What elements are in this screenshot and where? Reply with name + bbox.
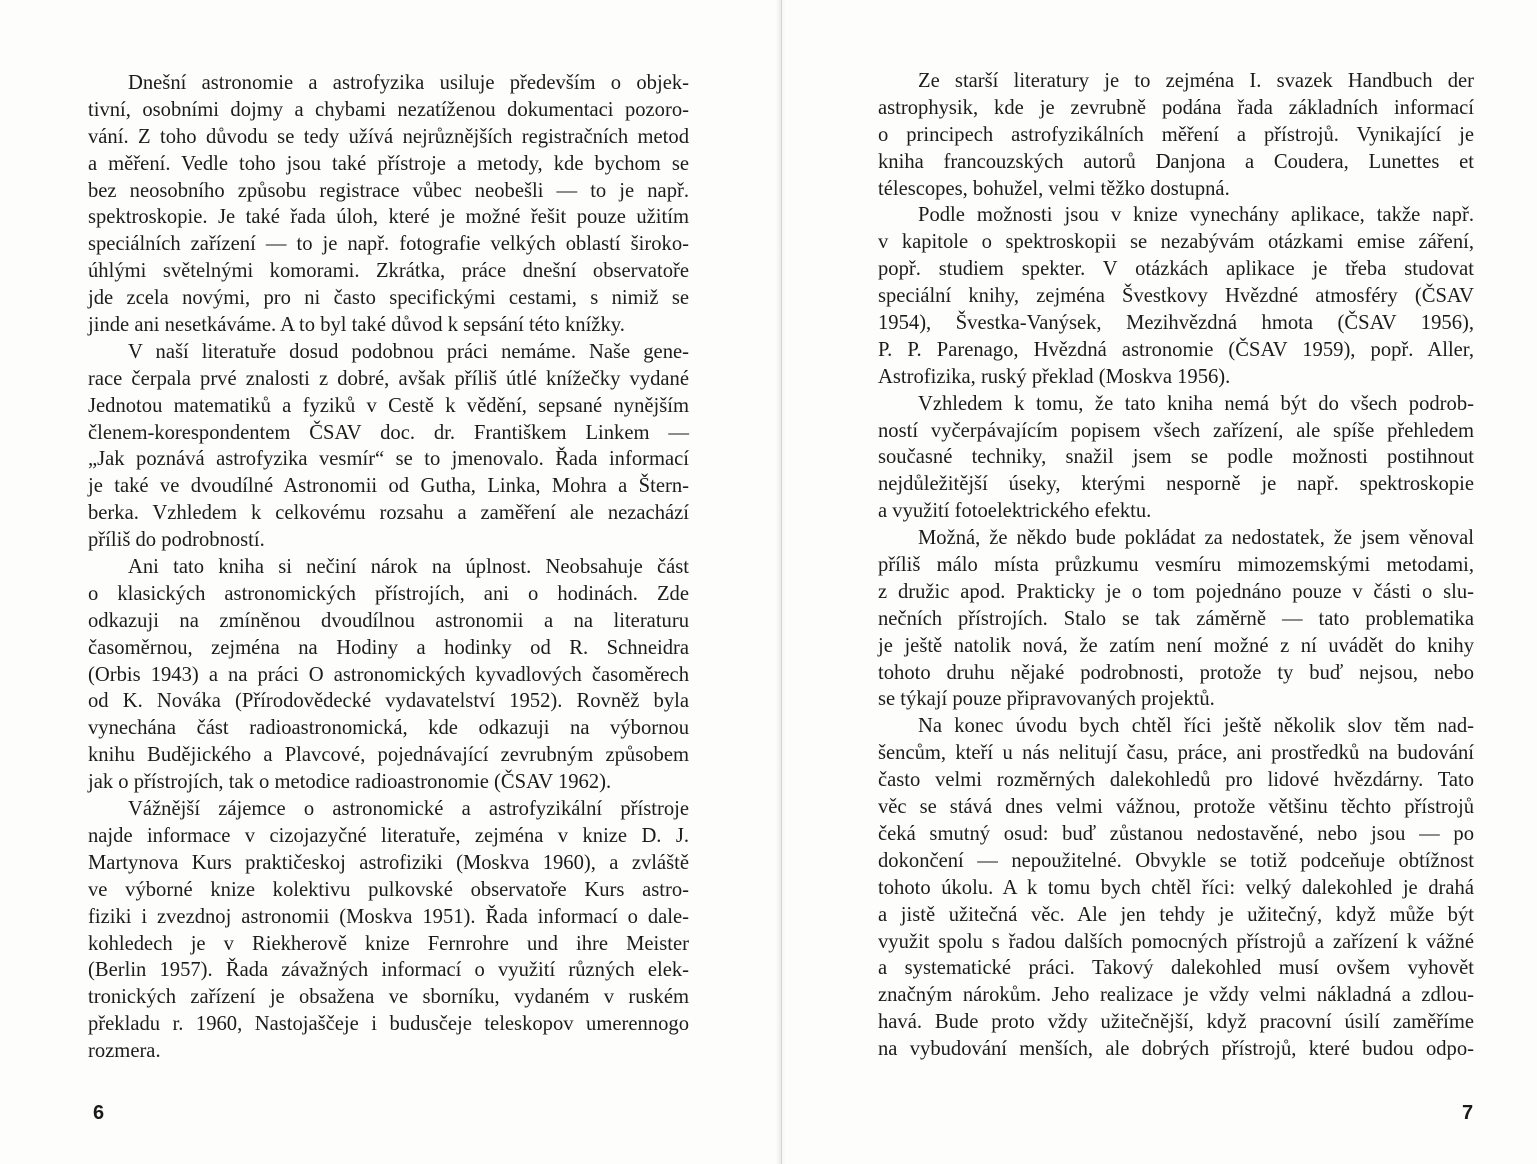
- text-line: jak o přístrojích, tak o metodice radioastronomie (ČSAV 1962).: [88, 771, 612, 794]
- text-line: kohledech je v Riekherově knize Fernrohre und ihre Meister: [88, 932, 689, 955]
- text-line: a jistě užitečná věc. Ale jen tehdy je užitečný, když může být: [878, 903, 1474, 926]
- text-line: P. P. Parenago, Hvězdná astronomie (ČSAV 1959), popř. Aller,: [878, 338, 1474, 361]
- text-line: ností vyčerpávajícím popisem všech zařízení, ale spíše přehledem: [878, 419, 1474, 442]
- text-line: využit spolu s řadou dalších pomocných přístrojů a zařízení k vážné: [878, 930, 1474, 953]
- text-line: bez neosobního způsobu registrace vůbec neobešli — to je např.: [88, 179, 689, 202]
- text-line: Podle možnosti jsou v knize vynechány aplikace, takže např.: [918, 204, 1474, 227]
- text-line: tivní, osobními dojmy a chybami nezatíženou dokumentaci pozoro-: [88, 98, 689, 121]
- text-line: na vybudování menších, ale dobrých přístrojů, které budou odpo-: [878, 1038, 1474, 1061]
- text-line: Dnešní astronomie a astrofyzika usiluje především o objek-: [128, 72, 689, 94]
- text-line: jde zcela novými, pro ni často specifickými cestami, s nimiž se: [88, 287, 689, 310]
- right-page: [786, 0, 1537, 1164]
- text-line: je ještě natolik nová, že zatím není možné z ní uvádět do knihy: [878, 634, 1474, 657]
- text-line: odkazuji na zmíněnou dvoudílnou astronomii a na literaturu: [88, 609, 689, 632]
- text-line: je také ve dvoudílné Astronomii od Gutha, Linka, Mohra a Štern-: [88, 475, 689, 498]
- text-line: V naší literatuře dosud podobnou práci nemáme. Naše gene-: [128, 340, 689, 363]
- text-line: Možná, že někdo bude pokládat za nedostatek, že jsem věnoval: [918, 527, 1474, 550]
- text-line: nečních přístrojích. Stalo se tak záměrně — tato problematika: [878, 607, 1474, 630]
- text-line: o principech astrofyzikálních měření a přístrojů. Vynikající je: [878, 123, 1474, 146]
- text-line: značným nárokům. Jeho realizace je vždy velmi nákladná a zdlou-: [878, 984, 1474, 1007]
- text-line: tohoto druhu nějaké podrobnosti, protože ty buď nejsou, nebo: [878, 661, 1474, 684]
- text-line: se týkají pouze připravovaných projektů.: [878, 688, 1215, 711]
- text-line: ve výborné knize kolektivu pulkovské observatoře Kurs astro-: [88, 878, 689, 901]
- text-line: šencům, kteří u nás nelitují času, práce, ani prostředků na budování: [878, 742, 1474, 765]
- text-line: jinde ani nesetkáváme. A to byl také důvod k sepsání této knížky.: [88, 314, 625, 337]
- text-line: „Jak poznává astrofyzika vesmír“ se to jmenovalo. Řada informací: [88, 448, 689, 471]
- text-line: télescopes, bohužel, velmi těžko dostupná.: [878, 177, 1230, 200]
- left-page-number: 6: [93, 1102, 105, 1124]
- text-line: havá. Bude proto vždy užitečnější, když pracovní úsilí zaměříme: [878, 1011, 1474, 1034]
- text-line: a využití fotoelektrického efektu.: [878, 500, 1152, 523]
- text-line: úhlými světelnými komorami. Zkrátka, práce dnešní observatoře: [88, 260, 689, 283]
- text-line: od K. Nováka (Přírodovědecké vydavatelství 1952). Rovněž byla: [88, 690, 689, 713]
- text-line: Martynova Kurs praktičeskoj astrofiziki (Moskva 1960), a zvláště: [88, 851, 689, 874]
- text-line: často velmi rozměrných dalekohledů pro lidové hvězdárny. Tato: [878, 769, 1474, 792]
- text-line: Na konec úvodu bych chtěl říci ještě několik slov těm nad-: [918, 715, 1474, 738]
- text-line: tronických zařízení je obsažena ve sborníku, vydaném v ruském: [88, 986, 689, 1009]
- text-line: Vážnější zájemce o astronomické a astrofyzikální přístroje: [128, 798, 689, 821]
- text-line: a měření. Vedle toho jsou také přístroje a metody, kde bychom se: [88, 152, 689, 175]
- text-line: a systematické práci. Takový dalekohled musí ovšem vyhovět: [878, 957, 1474, 980]
- text-line: najde informace v cizojazyčné literatuře, zejména v knize D. J.: [88, 824, 689, 847]
- text-line: překladu r. 1960, Nastojaščeje i budusčeje teleskopov umerennogo: [88, 1013, 689, 1036]
- text-line: kniha francouzských autorů Danjona a Coudera, Lunettes et: [878, 150, 1474, 173]
- text-line: race čerpala prvé znalosti z dobré, avšak příliš útlé knížečky vydané: [88, 367, 689, 390]
- text-line: Ze starší literatury je to zejména I. svazek Handbuch der: [918, 70, 1474, 92]
- text-line: současné techniky, snažil jsem se podle možnosti postihnout: [878, 446, 1474, 469]
- text-line: popř. studiem spekter. V otázkách aplikace je třeba studovat: [878, 258, 1474, 281]
- right-page-text: [878, 68, 1474, 1063]
- text-line: čeká smutný osud: buď zůstanou nedostavěné, nebo jsou — po: [878, 822, 1474, 845]
- text-line: o klasických astronomických přístrojích, ani o hodinách. Zde: [88, 582, 689, 605]
- text-line: dokončení — nepoužitelné. Obvykle se totiž podceňuje obtížnost: [878, 849, 1474, 872]
- text-line: členem-korespondentem ČSAV doc. dr. Františkem Linkem —: [88, 421, 689, 444]
- text-line: vání. Z toho důvodu se tedy užívá nejrůznějších registračních metod: [88, 125, 689, 148]
- text-line: astrophysik, kde je zevrubně podána řada základních informací: [878, 96, 1474, 119]
- gutter-fold-line: [781, 0, 782, 1164]
- text-line: věc se stává dnes velmi vážnou, protože většinu těchto přístrojů: [878, 796, 1474, 819]
- text-line: 1954), Švestka-Vanýsek, Mezihvězdná hmota (ČSAV 1956),: [878, 312, 1474, 335]
- text-line: z družic apod. Prakticky je o tom pojednáno pouze v části o slu-: [878, 580, 1474, 603]
- text-line: příliš málo místa průzkumu vesmíru mimozemskými metodami,: [878, 554, 1474, 577]
- text-line: časoměrnou, zejména na Hodiny a hodinky od R. Schneidra: [88, 636, 689, 659]
- text-line: berka. Vzhledem k celkovému rozsahu a zaměření ale nezachází: [88, 502, 689, 525]
- text-line: tohoto úkolu. A k tomu bych chtěl říci: velký dalekohled je drahá: [878, 876, 1474, 899]
- text-line: nejdůležitější úseky, kterými nesporně je např. spektroskopie: [878, 473, 1474, 496]
- text-line: příliš do podrobností.: [88, 529, 265, 552]
- text-line: Jednotou matematiků a fyziků v Cestě k vědění, sepsané nynějším: [88, 394, 689, 417]
- left-page-text: [88, 70, 689, 1065]
- text-line: speciálních zařízení — to je např. fotografie velkých oblastí široko-: [88, 233, 689, 256]
- text-line: Astrofizika, ruský překlad (Moskva 1956).: [878, 365, 1231, 388]
- text-line: Vzhledem k tomu, že tato kniha nemá být do všech podrob-: [918, 392, 1474, 415]
- text-line: v kapitole o spektroskopii se nezabývám otázkami emise záření,: [878, 231, 1474, 254]
- text-line: speciální knihy, zejména Švestkovy Hvězdné atmosféry (ČSAV: [878, 285, 1474, 308]
- text-line: (Orbis 1943) a na práci O astronomických kyvadlových časoměrech: [88, 663, 689, 686]
- right-page-number: 7: [1462, 1102, 1474, 1124]
- text-line: rozmera.: [88, 1040, 161, 1063]
- text-line: knihu Budějického a Plavcové, pojednávající zevrubným způsobem: [88, 744, 689, 767]
- text-line: Ani tato kniha si nečiní nárok na úplnost. Neobsahuje část: [128, 556, 689, 579]
- text-line: fiziki i zvezdnoj astronomii (Moskva 1951). Řada informací o dale-: [88, 905, 689, 928]
- text-line: (Berlin 1957). Řada závažných informací o využití různých elek-: [88, 959, 689, 982]
- text-line: vynechána část radioastronomická, kde odkazuji na výbornou: [88, 717, 689, 740]
- text-line: spektroskopie. Je také řada úloh, které je možné řešit pouze užitím: [88, 206, 689, 229]
